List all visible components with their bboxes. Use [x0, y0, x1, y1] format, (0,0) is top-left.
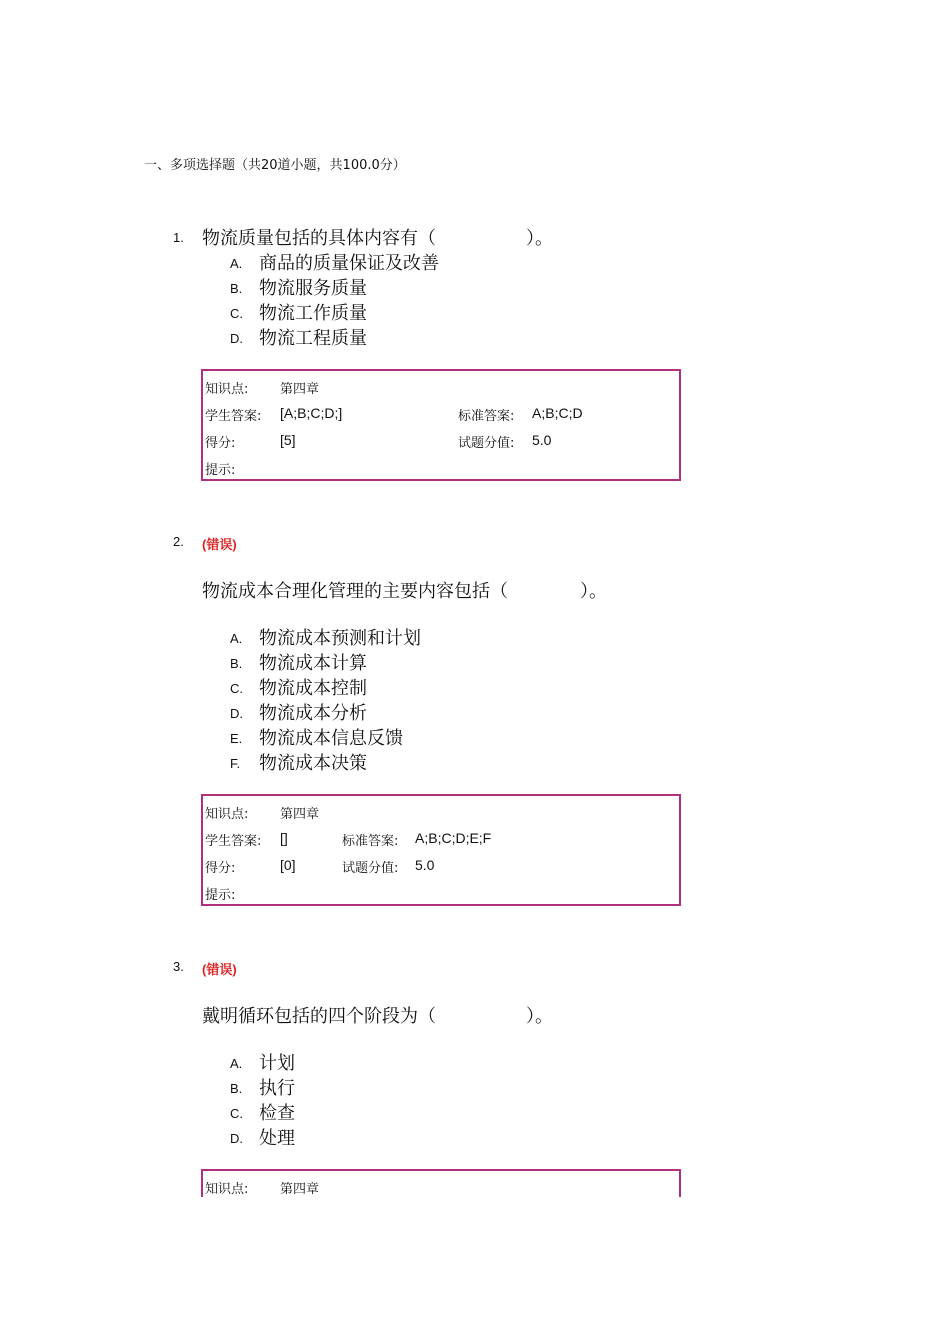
student-answer-label: 学生答案:: [205, 834, 262, 849]
option-letter: D.: [230, 706, 243, 721]
knowledge-value: 第四章: [280, 807, 320, 822]
option-letter: E.: [230, 731, 243, 746]
question-number: 3.: [173, 959, 184, 974]
standard-answer-value: A;B;C;D;E;F: [415, 830, 492, 846]
option-text: 执行: [259, 1078, 295, 1099]
question-stem: 物流成本合理化管理的主要内容包括（ ）。: [202, 581, 607, 602]
question-stem: 物流质量包括的具体内容有（ ）。: [202, 228, 553, 249]
option-text: 物流成本决策: [259, 753, 367, 774]
score-label: 得分:: [205, 436, 236, 451]
question-number: 2.: [173, 534, 184, 549]
option-text: 物流服务质量: [259, 278, 367, 299]
score-label: 得分:: [205, 861, 236, 876]
option-text: 商品的质量保证及改善: [259, 253, 439, 274]
student-answer-value: []: [280, 830, 288, 846]
option-text: 物流成本信息反馈: [259, 728, 403, 749]
standard-answer-label: 标准答案:: [342, 834, 399, 849]
option-letter: A.: [230, 1056, 243, 1071]
option-text: 检查: [259, 1103, 295, 1124]
option-letter: B.: [230, 656, 243, 671]
section-title: 一、多项选择题（共20道小题，共100.0分）: [144, 158, 406, 173]
answer-info-box: [201, 1169, 681, 1197]
knowledge-label: 知识点:: [205, 382, 249, 397]
knowledge-value: 第四章: [280, 1182, 320, 1197]
standard-answer-label: 标准答案:: [458, 409, 515, 424]
option-letter: A.: [230, 256, 243, 271]
option-letter: D.: [230, 331, 243, 346]
option-text: 计划: [259, 1053, 295, 1074]
option-text: 物流成本分析: [259, 703, 367, 724]
option-text: 物流成本预测和计划: [259, 628, 421, 649]
knowledge-label: 知识点:: [205, 1182, 249, 1197]
option-letter: C.: [230, 681, 243, 696]
question-stem: 戴明循环包括的四个阶段为（ ）。: [202, 1006, 553, 1027]
option-letter: D.: [230, 1131, 243, 1146]
status-wrong: (错误): [202, 537, 237, 552]
knowledge-label: 知识点:: [205, 807, 249, 822]
score-value: [5]: [280, 432, 296, 448]
option-letter: C.: [230, 306, 243, 321]
value-label: 试题分值:: [458, 436, 515, 451]
standard-answer-value: A;B;C;D: [532, 405, 583, 421]
option-text: 物流工程质量: [259, 328, 367, 349]
hint-label: 提示:: [205, 463, 236, 478]
option-letter: B.: [230, 1081, 243, 1096]
student-answer-label: 学生答案:: [205, 409, 262, 424]
value-label: 试题分值:: [342, 861, 399, 876]
option-letter: B.: [230, 281, 243, 296]
knowledge-value: 第四章: [280, 382, 320, 397]
value-value: 5.0: [415, 857, 435, 873]
score-value: [0]: [280, 857, 296, 873]
option-text: 物流成本控制: [259, 678, 367, 699]
option-letter: A.: [230, 631, 243, 646]
option-text: 处理: [259, 1128, 295, 1149]
question-number: 1.: [173, 230, 184, 245]
option-letter: C.: [230, 1106, 243, 1121]
status-wrong: (错误): [202, 962, 237, 977]
student-answer-value: [A;B;C;D;]: [280, 405, 343, 421]
option-text: 物流成本计算: [259, 653, 367, 674]
option-text: 物流工作质量: [259, 303, 367, 324]
hint-label: 提示:: [205, 888, 236, 903]
option-letter: F.: [230, 756, 241, 771]
value-value: 5.0: [532, 432, 552, 448]
